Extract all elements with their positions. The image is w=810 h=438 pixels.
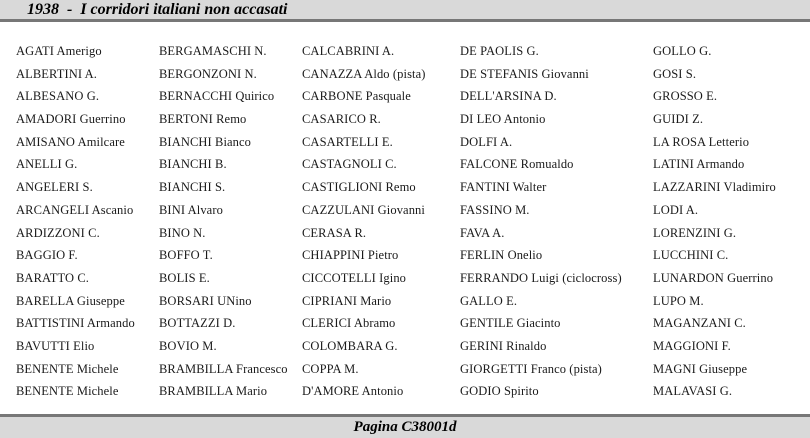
rider-name: D'AMORE Antonio	[302, 384, 404, 399]
rider-name: BARELLA Giuseppe	[16, 293, 125, 308]
rider-name: CICCOTELLI Igino	[302, 270, 407, 285]
rider-name: BIANCHI S.	[159, 180, 226, 195]
rider-name: ARDIZZONI C.	[16, 225, 100, 240]
rider-name: ALBERTINI A.	[16, 66, 97, 81]
rider-name: DI LEO Antonio	[460, 112, 546, 127]
rider-name: LAZZARINI Vladimiro	[653, 180, 776, 195]
rider-name: LATINI Armando	[653, 157, 745, 172]
rider-name: BOVIO M.	[159, 338, 217, 353]
rider-name: MALAVASI G.	[653, 384, 733, 399]
rider-name: GENTILE Giacinto	[460, 316, 561, 331]
rider-name: FAVA A.	[460, 225, 505, 240]
name-column-1	[16, 40, 135, 403]
rider-name: LUPO M.	[653, 293, 704, 308]
rider-name: BARATTO C.	[16, 270, 90, 285]
rider-name: BOTTAZZI D.	[159, 316, 236, 331]
rider-name: GIORGETTI Franco (pista)	[460, 361, 602, 376]
rider-name: FANTINI Walter	[460, 180, 547, 195]
rider-name: DELL'ARSINA D.	[460, 89, 557, 104]
footer-bar	[0, 414, 810, 438]
rider-name: AGATI Amerigo	[16, 44, 102, 58]
rider-name: GOSI S.	[653, 66, 697, 81]
rider-name: CANAZZA Aldo (pista)	[302, 66, 426, 81]
rider-name: MAGGIONI F.	[653, 338, 731, 353]
name-column-4	[460, 40, 622, 403]
name-column-5	[653, 40, 776, 403]
rider-name: MAGNI Giuseppe	[653, 361, 748, 376]
rider-name: BOLIS E.	[159, 270, 210, 285]
rider-name: BINO N.	[159, 225, 206, 240]
rider-name: GERINI Rinaldo	[460, 338, 547, 353]
rider-name: BRAMBILLA Mario	[159, 384, 268, 399]
page-label: Pagina C38001d	[353, 419, 457, 435]
rider-name: BIANCHI Bianco	[159, 134, 252, 149]
rider-name: LA ROSA Letterio	[653, 134, 750, 149]
page-title: 1938 - I corridori italiani non accasati	[27, 1, 288, 18]
rider-name: BERGAMASCHI N.	[159, 44, 267, 58]
rider-name: DE PAOLIS G.	[460, 44, 539, 58]
rider-name: GOLLO G.	[653, 44, 712, 58]
rider-name: BAGGIO F.	[16, 248, 78, 263]
rider-name: CAZZULANI Giovanni	[302, 202, 425, 217]
rider-name: CHIAPPINI Pietro	[302, 248, 399, 263]
rider-name: ALBESANO G.	[16, 89, 100, 104]
rider-name: LUCCHINI C.	[653, 248, 729, 263]
rider-name: FALCONE Romualdo	[460, 157, 574, 172]
rider-name: FERLIN Onelio	[460, 248, 543, 263]
rider-name: ARCANGELI Ascanio	[16, 202, 134, 217]
rider-name: LUNARDON Guerrino	[653, 270, 774, 285]
rider-name: CLERICI Abramo	[302, 316, 396, 331]
rider-name: CARBONE Pasquale	[302, 89, 411, 104]
rider-name: ANGELERI S.	[16, 180, 93, 195]
rider-name: BRAMBILLA Francesco	[159, 361, 288, 376]
rider-name: GUIDI Z.	[653, 112, 704, 127]
rider-name: BOFFO T.	[159, 248, 213, 263]
rider-name: GALLO E.	[460, 293, 518, 308]
rider-name: BAVUTTI Elio	[16, 338, 95, 353]
rider-name: BERTONI Remo	[159, 112, 247, 127]
rider-list	[0, 22, 810, 414]
rider-name: BIANCHI B.	[159, 157, 227, 172]
rider-name: BENENTE Michele	[16, 361, 119, 376]
rider-name: BERNACCHI Quirico	[159, 89, 275, 104]
rider-name: ANELLI G.	[16, 157, 78, 172]
rider-name: LORENZINI G.	[653, 225, 737, 240]
header-bar	[0, 0, 810, 22]
rider-name: CERASA R.	[302, 225, 367, 240]
rider-name: GODIO Spirito	[460, 384, 539, 399]
rider-name: DE STEFANIS Giovanni	[460, 66, 589, 81]
rider-name: AMISANO Amilcare	[16, 134, 125, 149]
rider-name: GROSSO E.	[653, 89, 718, 104]
rider-name: BATTISTINI Armando	[16, 316, 135, 331]
rider-name: BORSARI UNino	[159, 293, 252, 308]
rider-name: CALCABRINI A.	[302, 44, 395, 58]
name-column-3	[302, 40, 426, 403]
rider-name: BERGONZONI N.	[159, 66, 257, 81]
rider-name: BENENTE Michele	[16, 384, 119, 399]
rider-name: BINI Alvaro	[159, 202, 223, 217]
rider-name: CASARTELLI E.	[302, 134, 393, 149]
rider-name: CASARICO R.	[302, 112, 381, 127]
rider-name: FERRANDO Luigi (ciclocross)	[460, 270, 622, 285]
rider-name: MAGANZANI C.	[653, 316, 746, 331]
rider-name: AMADORI Guerrino	[16, 112, 126, 127]
rider-name: DOLFI A.	[460, 134, 513, 149]
rider-name: COPPA M.	[302, 361, 359, 376]
rider-name: COLOMBARA G.	[302, 338, 398, 353]
rider-name: FASSINO M.	[460, 202, 530, 217]
rider-name: CASTIGLIONI Remo	[302, 180, 416, 195]
rider-name: CIPRIANI Mario	[302, 293, 392, 308]
rider-name: LODI A.	[653, 202, 699, 217]
name-column-2	[159, 40, 288, 403]
rider-name: CASTAGNOLI C.	[302, 157, 397, 172]
